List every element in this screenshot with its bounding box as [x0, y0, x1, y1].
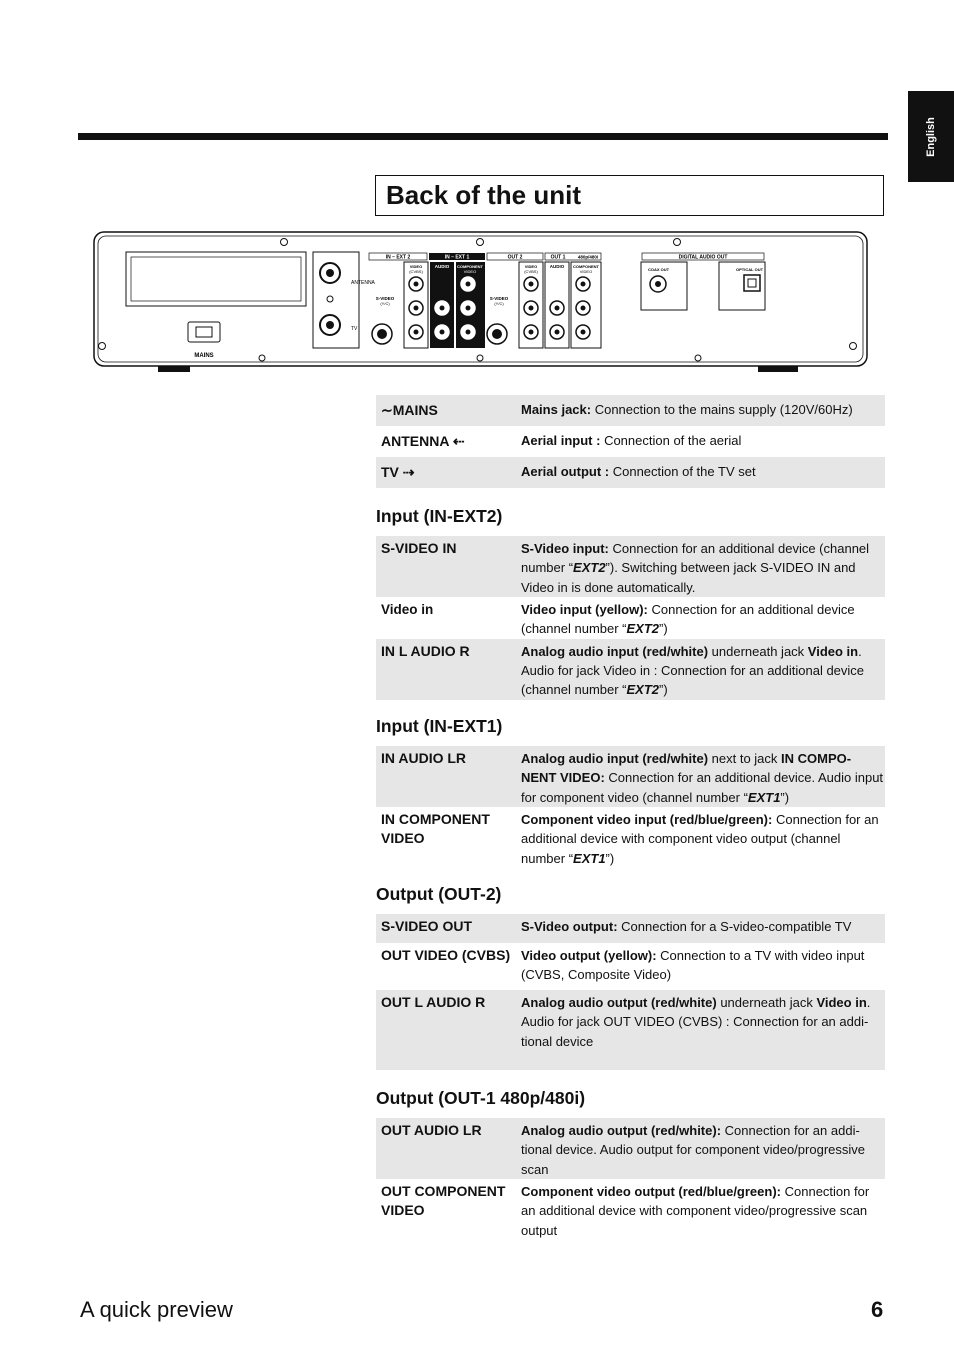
tv-desc: Aerial output : Connection of the TV set — [521, 457, 885, 488]
heading-in-ext2: Input (IN-EXT2) — [376, 506, 503, 526]
res-label: 480p/480i — [577, 254, 599, 260]
out1-component-label: COMPONENT — [573, 264, 599, 269]
language-label: English — [925, 116, 937, 157]
tv-key: TV ⇢ — [376, 457, 521, 488]
antenna-key: ANTENNA ⇠ — [381, 433, 465, 449]
out-audio-lr-key: OUT AUDIO LR — [376, 1118, 521, 1179]
in2-cvbs-label: (CVBS) — [409, 269, 423, 274]
in-component-desc: Component video input (red/blue/green): Connection for an additional device with component video output (channel number “EXT1”) — [521, 812, 879, 866]
in-audio-desc: Analog audio input (red/white) underneath jack Video in. Audio for jack Video in : Connection for an additional device (channel number “EXT2”) — [521, 639, 885, 700]
svideo-in-yc: (Y/C) — [380, 301, 390, 306]
video-in-key: Video in — [381, 602, 434, 617]
svideo-in-label: S-VIDEO — [375, 296, 395, 301]
in-ext1-label: IN – EXT 1 — [444, 254, 470, 261]
heading-out2: Output (OUT-2) — [376, 884, 502, 904]
section-out1 — [376, 1087, 885, 1241]
out1-audio-label: AUDIO — [549, 264, 565, 269]
in-ext2-label: IN – EXT 2 — [385, 254, 411, 261]
svideo-out-desc: S-Video output: Connection for a S-video-compatible TV — [521, 914, 885, 943]
footer-section-title: A quick preview — [80, 1297, 233, 1322]
out-audio-lr-desc: Analog audio output (red/white): Connection for an addi-tional device. Audio output for component video/progressive scan — [521, 1118, 885, 1179]
page-title: Back of the unit — [386, 180, 582, 210]
svideo-out-yc: (Y/C) — [494, 301, 504, 306]
svideo-out-key: S-VIDEO OUT — [376, 914, 521, 943]
in-audio-key: IN L AUDIO R — [376, 639, 521, 700]
digital-audio-out-label: DIGITAL AUDIO OUT — [678, 254, 728, 261]
top-connection-table — [376, 395, 885, 488]
out-video-key: OUT VIDEO (CVBS) — [381, 947, 511, 963]
video-in-desc: Video input (yellow): Connection for an additional device (channel number “EXT2”) — [521, 602, 855, 637]
mains-label: MAINS — [194, 353, 214, 359]
out1-video-label: VIDEO — [579, 269, 593, 274]
in1-audio-label: AUDIO — [434, 264, 450, 269]
svideo-out-label: S-VIDEO — [489, 296, 509, 301]
out2-label: OUT 2 — [507, 254, 523, 261]
out-audio-key: OUT L AUDIO R — [376, 990, 521, 1070]
mains-icon: ∼ — [381, 402, 393, 418]
out-component-key: OUT COMPONENT VIDEO — [381, 1183, 506, 1219]
svideo-in-desc: S-Video input: Connection for an additional device (channel number “EXT2”). Switching between jack S-VIDEO IN and Video in is done automatically. — [521, 536, 885, 597]
antenna-input-icon: ⇠ — [452, 433, 465, 449]
heading-in-ext1: Input (IN-EXT1) — [376, 716, 503, 736]
optical-out-label: OPTICAL OUT — [736, 267, 764, 272]
coax-out-label: COAX OUT — [648, 267, 670, 272]
svideo-in-key: S-VIDEO IN — [376, 536, 521, 597]
antenna-label: ANTENNA — [351, 280, 375, 286]
title-box — [375, 175, 884, 216]
page-number: 6 — [871, 1297, 884, 1322]
antenna-output-icon: ⇢ — [402, 464, 415, 480]
in-component-key: IN COMPONENT VIDEO — [381, 811, 490, 847]
out-component-desc: Component video output (red/blue/green): Connection for an additional device with component video/progressive scan output — [521, 1184, 870, 1238]
top-rule — [78, 133, 888, 140]
section-out2 — [376, 883, 885, 1070]
out-audio-desc: Analog audio output (red/white) underneath jack Video in. Audio for jack OUT VIDEO (CVBS) : Connection for an addi-tional device — [521, 990, 885, 1070]
in-audio-lr-desc: Analog audio input (red/white) next to jack IN COMPO-NENT VIDEO: Connection for an additional device. Audio input for component video (channel number “EXT1”) — [521, 746, 885, 807]
unit-rear-panel-illustration — [88, 228, 870, 378]
out1-label: OUT 1 — [550, 254, 566, 261]
mains-desc: Mains jack: Connection to the mains supply (120V/60Hz) — [521, 395, 885, 426]
section-in-ext2 — [376, 505, 885, 700]
tv-label: TV — [351, 326, 358, 332]
out-video-desc: Video output (yellow): Connection to a TV with video input (CVBS, Composite Video) — [521, 948, 865, 983]
language-tab — [908, 91, 954, 182]
mains-key: ∼MAINS — [376, 395, 521, 426]
in2-video-label: VIDEO — [409, 264, 423, 269]
section-in-ext1 — [376, 715, 885, 868]
antenna-desc: Aerial input : Connection of the aerial — [521, 433, 742, 448]
in1-component-label: COMPONENT — [457, 264, 483, 269]
heading-out1: Output (OUT-1 480p/480i) — [376, 1088, 586, 1108]
out2-video-label: VIDEO — [524, 264, 538, 269]
in1-video-label: VIDEO — [463, 269, 477, 274]
in-audio-lr-key: IN AUDIO LR — [376, 746, 521, 807]
out2-cvbs-label: (CVBS) — [524, 269, 538, 274]
